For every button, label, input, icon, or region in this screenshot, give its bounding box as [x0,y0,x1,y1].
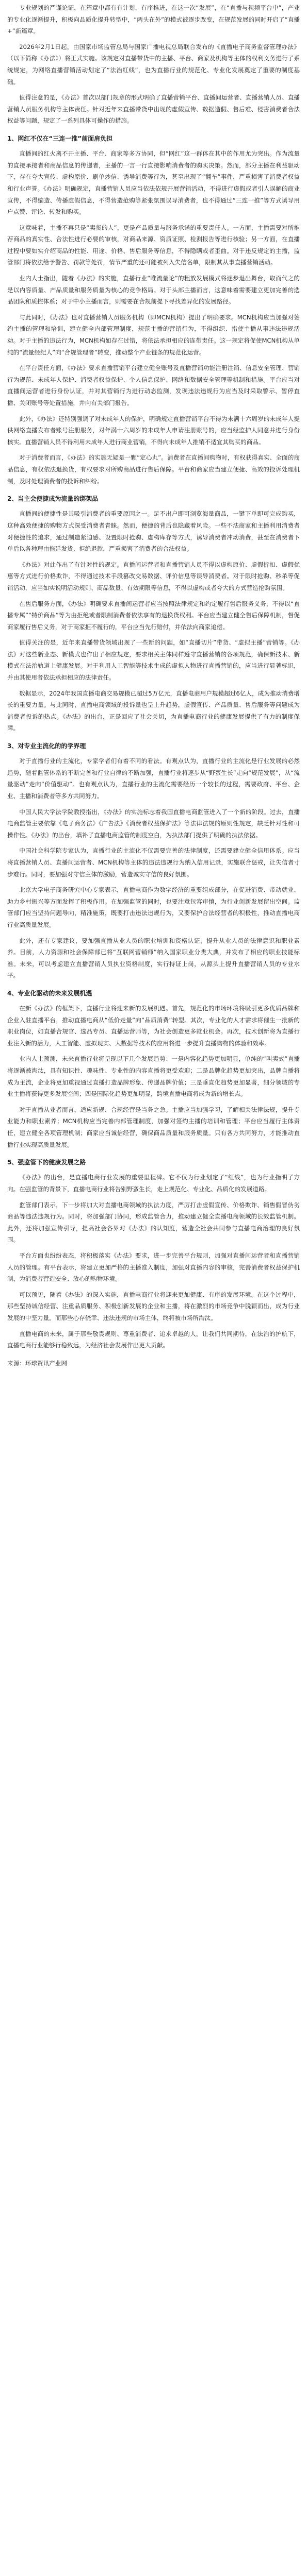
section-paragraph: 在售后服务方面，《办法》明确要求直播间运营者应当按照法律规定和约定履行售后服务义务，不得以“直播专属”“特价商品”等为由拒绝或者限制消费者依法享有的退换货权利。平台应当建立健全售后保障机制，督促商家履行售后义务，对于商家拒不履行的，平台应当先行赔付，并依法向商家追偿。 [7,600,300,631]
section-paragraph: 对于直播从业者而言，适应新规、合规经营是当务之急。主播应当加强学习，了解相关法律法规，提升专业能力和职业素养；MCN机构应当完善内部管理制度，加强对签约主播的培训和管理；平台应当履行主体责任，建立健全各项管理机制；商家应当诚信经营，确保商品质量和服务质量。只有各方共同努力，才能推动直播行业实现高质量发展。 [7,1106,300,1148]
section-paragraph: 监管部门表示，下一步将加大对直播电商领域的执法力度，严厉打击虚假宣传、价格欺诈、销售假冒伪劣商品等违法违规行为。同时，将加强部门协同，形成监管合力，推动建立健全直播电商领域的长效监管机制。此外，还将加强宣传引导，提高社会各界对《办法》的认知度，营造全社会共同参与直播电商治理的良好氛围。 [7,1201,300,1244]
section-paragraph: 业内人士指出，随着《办法》的实施，直播行业“唯流量论”的粗放发展模式将逐步退出舞台，取而代之的是以内容质量、产品质量和服务质量为核心的竞争格局。对于头部主播而言，这意味着需要建立更加完善的选品团队和质控体系；对于中小主播而言，则需要在合规前提下寻找差异化的发展路径。 [7,275,300,306]
section-paragraph: 中国人民大学法学院教授指出，《办法》的实施标志着我国直播电商监管进入了一个新的阶段。过去，直播电商监管主要依靠《电子商务法》《广告法》《消费者权益保护法》等法律法规的原则性规定，缺乏针对性和可操作性。《办法》的出台，填补了直播电商监管的制度空白，为执法部门提供了明确的执法依据。 [7,808,300,839]
section-heading: 5、强监管下的健康发展之路 [7,1159,86,1166]
section-paragraph: 《办法》的出台，是直播电商行业发展的重要里程碑。它不仅为行业划定了“红线”，也为行业指明了方向。在强监管的背景下，直播电商行业将告别野蛮生长，走上规范化、专业化、品质化的发展道路。 [7,1174,300,1193]
section-paragraph: 在新《办法》的框架下，直播行业将迎来新的发展机遇。首先，规范化的市场环境将吸引更多优质品牌和企业入驻直播平台，推动直播电商从“低价走量”向“品质消费”转型。其次，专业化的人才需求将催生一批新的职业岗位，如直播合规官、选品专员、直播运营师等，为社会创造更多就业机会。再次，技术创新将为直播行业注入新的活力，人工智能、虚拟现实、大数据等技术的应用将进一步提升直播购物的体验和效率。 [7,1005,300,1047]
section-2 [7,494,300,734]
section-paragraph: 业内人士预测，未来直播行业将呈现以下几个发展趋势：一是内容化趋势更加明显，单纯的“叫卖式”直播将逐渐被淘汰，具有知识性、趣味性、专业性的内容直播将更受欢迎；二是品牌化趋势更加突出，品牌自播将成为主流，企业将更加重视通过直播打造品牌形象、传递品牌价值；三是垂直化趋势更加显著，细分领域的专业主播将获得更多发展空间；四是国际化趋势更加明显，跨境直播电商将成为新的增长点。 [7,1055,300,1098]
section-paragraph: 《办法》对此作出了有针对性的规定。直播间运营者和直播营销人员不得以虚构原价、虚假折扣、虚假优惠等方式进行价格欺诈，不得通过技术手段篡改交易数据、评价信息等误导消费者。对于限时抢购、秒杀等促销活动，应当如实说明活动规则、商品数量、有效期限等信息，不得以虚构或者夸大的方式营造抢购氛围。 [7,561,300,591]
intro-paragraph: 值得注意的是，《办法》首次以部门规章的形式明确了直播营销平台、直播间运营者、直播营销人员、直播营销人员服务机构等主体责任。针对近年来直播带货中出现的虚假宣传、数据造假、售后难、侵害消费者合法权益等问题，规定了一系列具体可操作的措施。 [7,94,300,125]
section-paragraph: 对于消费者而言，《办法》的实施无疑是一颗“定心丸”。消费者在直播间购物时，有权获得真实、全面的商品信息，有权依法退换货，有权要求对所购商品进行售后保障。平台和商家应当建立便捷、高效的投诉处理机制，及时处理消费者的投诉和纠纷。 [7,454,300,485]
section-paragraph: 北京大学电子商务研究中心专家表示，直播电商作为数字经济的重要组成部分，在促进消费、带动就业、助力乡村振兴等方面发挥了积极作用。在加强监管的同时，也要注意包容审慎，为行业创新发展留出空间。监管部门应当坚持问题导向，精准施策，既要打击违法违规行为，又要保护合法经营者的积极性，推动直播电商行业高质量发展。 [7,886,300,928]
section-paragraph: 平台方面也纷纷表态，将积极落实《办法》要求，进一步完善平台规则，加强对直播间运营者和直播营销人员的管理。有平台表示，将建立更加严格的主播准入制度，加强对直播内容的审核，完善消费者权益保护机制，为消费者营造安全、放心的购物环境。 [7,1251,300,1283]
section-paragraph: 值得关注的是，近年来直播带货领域出现了一些新的问题，如“直播切片”带货、“虚拟主播”营销等。《办法》对这些新业态、新模式也作出了相应规定，要求相关主体同样遵守直播营销的各项规范，确保新技术、新模式在法治轨道上健康发展。对于利用人工智能等技术生成的虚拟人物进行直播营销的，应当进行显著标识，并由其使用者依法承担相应的法律责任。 [7,639,300,682]
section-4 [7,989,300,1150]
section-paragraph: 中国社会科学院专家认为，直播行业的主流化不仅需要完善的法律制度，还需要建立健全信用体系。应当将直播营销人员、直播间运营者、MCN机构等主体的违法违规行为纳入信用记录，实施联合惩戒，让失信者寸步难行。同时，要加强对守信主体的激励，营造诚实守信的良好氛围。 [7,847,300,878]
intro-paragraph: 专业规划的严谨论证，在篇章中都有有计划、有序推进，在这一次“发展”，在“直播与视频平台中”，产业的专业化逐渐提升，积极向品质化提升转型中，“两头在外”的模式被逐步改变，在规范发展的同时开启了“直播+”新篇章。 [7,4,300,35]
section-paragraph: 可以预见，随着《办法》的深入实施，直播电商行业将迎来更加健康、有序的发展环境。在这个过程中，那些坚持诚信经营、注重品质服务、积极创新发展的企业和主播，将在激烈的市场竞争中脱颖而出，成为行业发展的中坚力量。而那些心存侥幸、违法违规的市场主体，终将被市场所淘汰。 [7,1291,300,1321]
section-paragraph: 这意味着，主播不再只是“卖货的人”，更是产品质量与服务承诺的重要责任人。一方面，主播需要对所推荐商品的真实性、合法性进行必要的审核，对商品来源、资质证照、检测报告等进行核验；另一方面，在直播过程中要如实介绍商品的性能、用途、价格、售后服务等信息，不得隐瞒或者歪曲。对于违反规定的主播，监管部门将依法给予警告、罚款等处罚，情节严重的还可能被列入失信名单，限制其从事直播营销活动。 [7,224,300,266]
section-paragraph: 直播电商的未来，属于那些敬畏规则、尊重消费者、追求卓越的人。让我们共同期待，在法治的护航下，直播电商行业能够行稳致远，为经济社会发展作出更大贡献。 [7,1330,300,1349]
section-5 [7,1158,300,1351]
section-paragraph: 此外，还有专家建议，要加强直播从业人员的职业培训和资格认证，提升从业人员的法律意识和职业素养。目前，人力资源和社会保障部已将“互联网营销师”纳入国家职业分类大典，并发布了相应的职业技能标准。未来，可以考虑建立直播营销人员执业资格制度，实行持证上岗，从源头上提升直播营销人员的专业水平。 [7,937,300,979]
article-source: 来源：环球资讯产业网 [7,1359,67,1367]
section-paragraph: 直播间的红火离不开主播、平台、商家等多方协同，但“网红”这一群体在其中的作用尤为突出。作为流量的直接承接者和商品信息的传递者，主播的一言一行直接影响消费者的购买决策。然而，部分主播在利益驱动下，存在夸大宣传、虚构原价、刷单炒信、诱导消费等行为，甚至出现了“翻车”事件，严重损害了消费者权益和行业声誉。《办法》明确规定，直播营销人员应当依法依规开展营销活动，不得进行虚假或者引人误解的商业宣传，不得编造、传播虚假信息，不得营造抢购等紧张氛围误导消费者，也不得通过“三连一推”等方式诱导用户点赞、评论、转发和购买。 [7,150,300,216]
intro-paragraph: 2026年2月1日起，由国家市场监管总局与国家广播电视总局联合发布的《直播电子商务监督管理办法》（以下简称《办法》）将正式实施。该规定对直播带货中的主播、平台、商家及机构等主体的权利义务进行了系统规定，为网络直播营销活动划定了“法治红线”，也为直播行业的规范化、专业化发展奠定了重要的制度基础。 [7,43,300,86]
section-paragraph: 直播间的便捷性是其吸引消费者的重要原因之一。足不出户即可浏览海量商品，一键下单即可完成购买，这种高效便捷的购物方式深受消费者青睐。然而，便捷的背后也隐藏着风险。一些不法商家和主播利用消费者对便捷性的追求，通过制造紧迫感、设置限时抢购、虚构库存等方式，诱导消费者冲动消费，甚至在消费者下单后以各种理由拖延发货、拒绝退款，严重损害了消费者的合法权益。 [7,510,300,553]
section-1 [7,134,300,487]
section-paragraph: 此外，《办法》还特别强调了对未成年人的保护，明确规定直播营销平台不得为未满十六周岁的未成年人提供网络直播发布者账号注册服务，对年满十六周岁的未成年人申请注册账号的，应当经监护人同意并进行身份核实。直播营销人员不得利用未成年人进行商业营销，不得向未成年人推销不适宜其购买的商品。 [7,415,300,446]
section-heading: 3、对专业主流化的的学界理 [7,742,86,750]
section-paragraph: 在平台责任方面，《办法》要求直播营销平台建立健全账号及直播营销功能注册注销、信息安全管理、营销行为规范、未成年人保护、消费者权益保护、个人信息保护、网络和数据安全管理等机制和措施。平台应当对直播间运营者进行身份认证，并对其营销行为进行动态监测，发现违法违规行为应当及时采取警示、暂停直播、关闭账号等处置措施，并向有关部门报告。 [7,364,300,406]
section-3 [7,741,300,981]
section-paragraph: 对于直播行业的主流化，专家学者们有着不同的看法。有观点认为，直播行业的主流化是行业发展的必然趋势，随着监管体系的不断完善和行业自律的不断加强，直播行业将逐步从“野蛮生长”走向“规范发展”，从“流量驱动”走向“价值驱动”。也有观点认为，直播行业的主流化需要经历一个较长的过程，需要政府、平台、企业、主播和消费者等多方共同努力。 [7,757,300,800]
section-paragraph: 数据显示，2024年我国直播电商交易规模已超过5万亿元，直播电商用户规模超过6亿人，成为推动消费增长的重要力量。与此同时，直播电商领域的投诉量也呈上升趋势，虚假宣传、产品质量、售后服务等问题成为消费者投诉的热点。《办法》的出台，正是回应了社会关切，为直播电商行业的健康发展提供了有力的制度保障。 [7,689,300,732]
section-heading: 4、专业化驱动的未来发展机遇 [7,989,92,997]
section-heading: 1、网红不仅在“三连一推”前面肩负担 [7,134,113,142]
section-paragraph: 与此同时，《办法》也对直播营销人员服务机构（即MCN机构）提出了明确要求。MCN机构应当加强对签约主播的管理和培训，建立健全内部管理制度，规范主播的营销行为，不得组织、指使主播从事违法违规活动。对于主播的违法行为，MCN机构如存在过错，将依法承担相应的连带责任。这一规定将促使MCN机构从单纯的“流量经纪人”向“合规管理者”转变，推动整个产业链条的规范化运营。 [7,313,300,356]
intro-section [7,2,300,127]
section-heading: 2、当主会便捷成为流量的绑架品 [7,495,99,503]
